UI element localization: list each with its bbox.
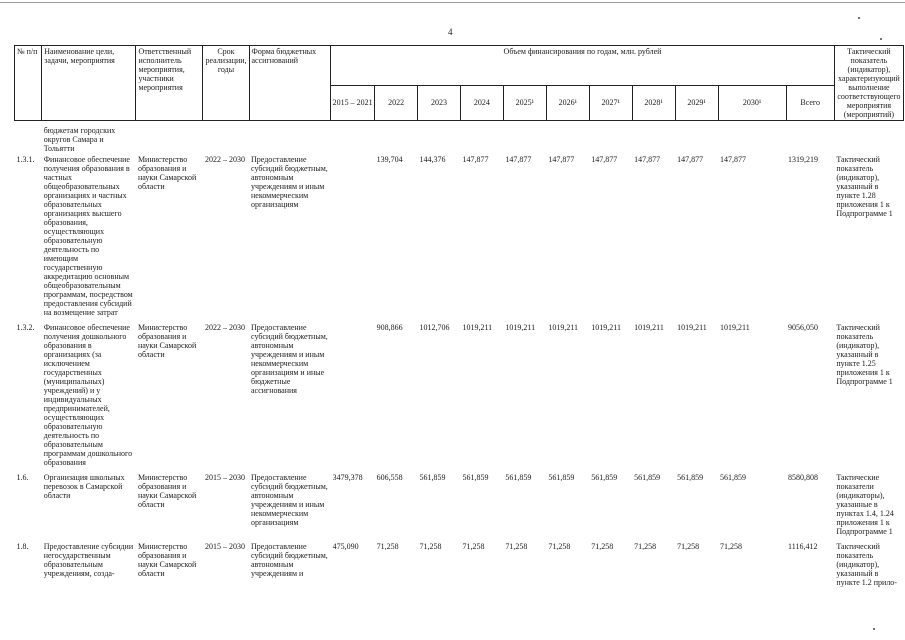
row-term: 2015 – 2030 — [204, 542, 245, 551]
header-name: Наименование цели, задачи, мероприятия — [42, 46, 136, 121]
budget-table — [14, 45, 904, 588]
row-value-2024: 1019,211 — [462, 323, 493, 332]
row-name: Финансовое обеспечение получения дошкольного образования в организациях (за исключением государственных (муниципальных) учреждений) и у индивидуальных предпринимателей, осуществляющих образовательную деятельность по образовательным программам дошкольного образования — [43, 323, 133, 467]
row-indicator: Тактические показатели (индикаторы), указанные в пунктах 1.4, 1.24 приложения 1 к Подпрограмме 1 — [836, 473, 894, 536]
row-value-2023: 144,376 — [419, 155, 446, 164]
row-executor: Министерство образования и науки Самарской области — [137, 473, 197, 509]
row-value-total: 8580,808 — [788, 473, 819, 482]
row-term: 2022 – 2030 — [204, 323, 245, 332]
row-value-2026: 71,258 — [548, 542, 571, 551]
row-value-2027: 561,859 — [591, 473, 618, 482]
row-name: Финансовое обеспечение получения образования в частных общеобразовательных организациях и частных образовательных организациях высшего образования, осуществляющих образовательную деятельность по имеющим государственную аккредитацию основным общеобразовательным программам, посредством предоставления субсидий на возмещение затрат — [43, 155, 133, 317]
row-executor: Министерство образования и науки Самарской области — [137, 155, 197, 191]
row-value-total: 9056,050 — [788, 323, 819, 332]
row-value-2015-2021 — [331, 154, 375, 318]
row-form: Предоставление субсидий бюджетным, автономным учреждениям и иным некоммерческим организациям — [251, 473, 328, 527]
row-value-2024: 71,258 — [462, 542, 485, 551]
row-executor: Министерство образования и науки Самарской области — [137, 323, 197, 359]
row-value-2027: 147,877 — [591, 155, 618, 164]
row-indicator: Тактический показатель (индикатор), указанный в пункте 1.28 приложения 1 к Подпрограмме 1 — [836, 155, 893, 218]
row-indicator: Тактический показатель (индикатор), указанный в пункте 1.25 приложения 1 к Подпрограмме 1 — [836, 323, 893, 386]
row-value-2015-2021: 475,090 — [332, 542, 359, 551]
scan-speck — [858, 17, 860, 19]
row-value-2023: 71,258 — [419, 542, 442, 551]
header-indicator: Тактический показатель (индикатор), характеризующий выполнение соответствующего мероприятия (мероприятий) — [834, 46, 903, 121]
header-term: Срок реализации, годы — [203, 46, 249, 121]
row-value-2029: 71,258 — [677, 542, 700, 551]
row-value-2026: 561,859 — [548, 473, 575, 482]
row-number: 1.8. — [16, 542, 29, 551]
header-year-2028: 2028¹ — [632, 85, 675, 120]
header-year-2026: 2026¹ — [546, 85, 589, 120]
top-scan-rule — [0, 2, 905, 3]
row-value-2027: 1019,211 — [591, 323, 621, 332]
row-value-2022: 71,258 — [376, 542, 399, 551]
header-year-2024: 2024 — [460, 85, 503, 120]
row-value-2029: 561,859 — [677, 473, 704, 482]
row-name: Предоставление субсидии негосударственным образовательным учреждениям, созда- — [43, 542, 134, 578]
row-value-2022: 139,704 — [376, 155, 403, 164]
header-no: № п/п — [15, 46, 42, 121]
row-value-2026: 147,877 — [548, 155, 575, 164]
row-number: 1.3.2. — [16, 323, 35, 332]
row-value-2025: 147,877 — [505, 155, 532, 164]
row-value-2030: 147,877 — [720, 155, 746, 164]
table-row — [15, 472, 904, 537]
header-year-2015-2021: 2015 – 2021 — [331, 85, 375, 120]
header-year-2022: 2022 — [375, 85, 418, 120]
row-value-2015-2021 — [331, 322, 375, 468]
table-row — [15, 541, 904, 588]
row-value-2025: 561,859 — [505, 473, 532, 482]
page-number: 4 — [448, 27, 453, 37]
row-value-2022: 606,558 — [376, 473, 403, 482]
header-year-2023: 2023 — [418, 85, 461, 120]
row-value-total: 1116,412 — [788, 542, 818, 551]
row-indicator: Тактический показатель (индикатор), указанный в пункте 1.2 прило- — [836, 542, 897, 587]
scan-speck — [873, 628, 875, 630]
row-value-2030: 1019,211 — [720, 323, 750, 332]
row-value-2028: 147,877 — [634, 155, 661, 164]
row-value-2015-2021: 3479,378 — [332, 473, 363, 482]
header-finance: Объем финансирования по годам, млн. рублей — [331, 46, 835, 86]
row-term: 2015 – 2030 — [204, 473, 245, 482]
row-form: Предоставление субсидий бюджетным, автономным учреждениям и иным некоммерческим организациям — [251, 155, 328, 209]
header-year-2029: 2029¹ — [675, 85, 718, 120]
row-term: 2022 – 2030 — [204, 155, 245, 164]
row-value-2029: 1019,211 — [677, 323, 707, 332]
row-number: 1.3.1. — [16, 155, 35, 164]
row-value-2030: 71,258 — [720, 542, 742, 551]
row-form: Предоставление субсидий бюджетным, автономным учреждениям и иным некоммерческим организациям и иные бюджетные ассигнования — [251, 323, 328, 395]
row-executor: Министерство образования и науки Самарской области — [137, 542, 197, 578]
row-value-2027: 71,258 — [591, 542, 614, 551]
row-form: Предоставление субсидий бюджетным, автономным учреждениям и — [251, 542, 328, 578]
row-value-2028: 71,258 — [634, 542, 657, 551]
header-form: Форма бюджетных ассигнований — [249, 46, 331, 121]
row-value-2028: 1019,211 — [634, 323, 664, 332]
row-value-2023: 561,859 — [419, 473, 446, 482]
row-value-2023: 1012,706 — [419, 323, 450, 332]
row-number: 1.6. — [16, 473, 29, 482]
scan-speck — [880, 38, 882, 40]
row-value-2025: 1019,211 — [505, 323, 536, 332]
row-value-2024: 561,859 — [462, 473, 489, 482]
table-row — [15, 154, 904, 318]
header-year-2025: 2025¹ — [503, 85, 546, 120]
header-year-total: Всего — [786, 85, 834, 120]
table-row-continuation — [15, 125, 904, 154]
header-executor: Ответственный исполнитель мероприятия, участники мероприятия — [136, 46, 203, 121]
row-name: Организация школьных перевозок в Самарской области — [43, 473, 125, 500]
row-value-2030: 561,859 — [720, 473, 746, 482]
row-value-2028: 561,859 — [634, 473, 661, 482]
row-value-2029: 147,877 — [677, 155, 704, 164]
continuation-text: бюджетам городских округов Самара и Тольятти — [43, 126, 116, 153]
row-value-2024: 147,877 — [462, 155, 489, 164]
header-year-2027: 2027¹ — [589, 85, 632, 120]
table-row — [15, 322, 904, 468]
row-value-total: 1319,219 — [788, 155, 819, 164]
header-year-2030: 2030¹ — [718, 85, 786, 120]
row-value-2022: 908,866 — [376, 323, 403, 332]
row-value-2025: 71,258 — [505, 542, 528, 551]
row-value-2026: 1019,211 — [548, 323, 579, 332]
